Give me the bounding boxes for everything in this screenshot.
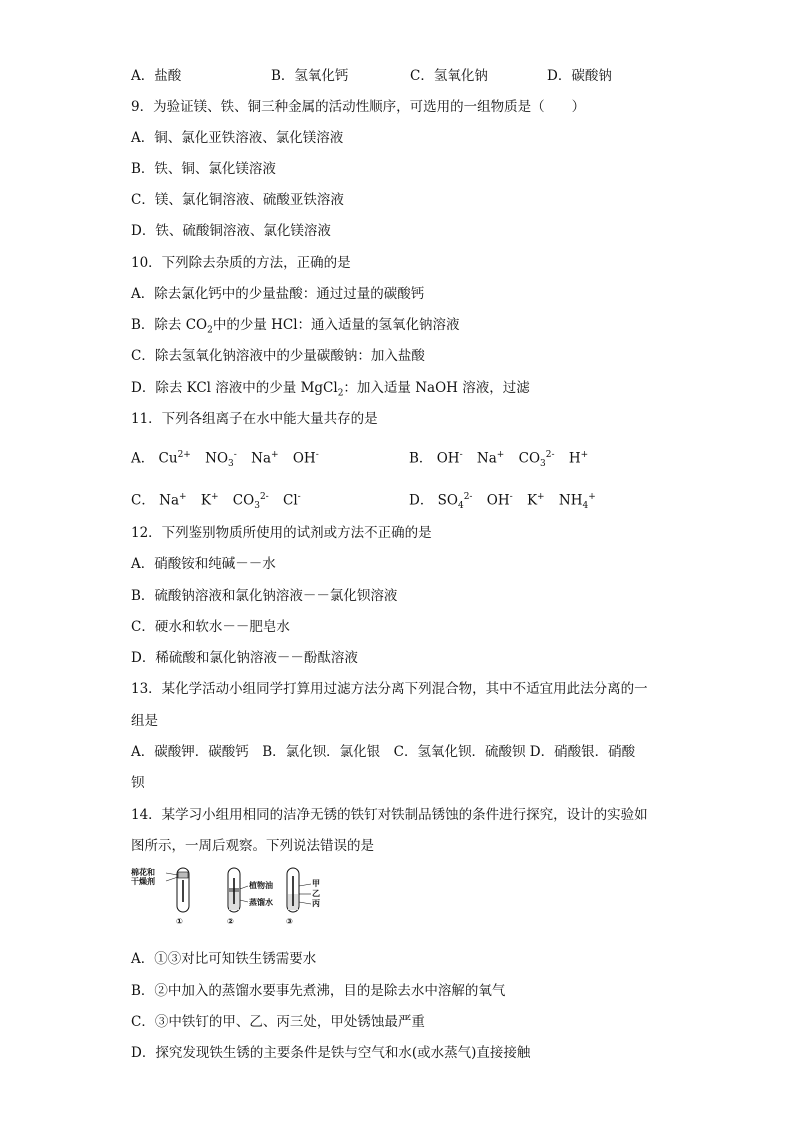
q8-option-d: D．碳酸钠 (547, 68, 612, 84)
q9-option-d: D．铁、硫酸铜溶液、氯化镁溶液 (131, 223, 331, 239)
label-cotton: 棉花和 (131, 868, 155, 877)
label-desiccant: 干燥剂 (131, 877, 155, 886)
experiment-figure (130, 864, 340, 926)
q12-option-d: D．稀硫酸和氯化钠溶液－－酚酞溶液 (131, 650, 358, 666)
q9-stem: 9．为验证镁、铁、铜三种金属的活动性顺序，可选用的一组物质是（ ） (131, 99, 586, 115)
q14-option-c: C．③中铁钉的甲、乙、丙三处，甲处锈蚀最严重 (131, 1014, 425, 1030)
q10-stem: 10．下列除去杂质的方法，正确的是 (131, 255, 351, 271)
tube-3-number: ③ (286, 917, 293, 926)
label-jia: 甲 (312, 879, 320, 888)
q14-option-a: A．①③对比可知铁生锈需要水 (131, 951, 317, 967)
q10-option-a: A．除去氯化钙中的少量盐酸：通过过量的碳酸钙 (131, 286, 425, 302)
q10-option-d: D．除去 KCl 溶液中的少量 MgCl$_2$：加入适量 NaOH 溶液，过滤 (131, 380, 530, 399)
q10-option-c: C．除去氢氧化钠溶液中的少量碳酸钠：加入盐酸 (131, 348, 425, 364)
q8-option-c: C．氢氧化钠 (410, 68, 488, 84)
q11-option-b: B． OH- Na+ $CO_3^{2-}$ H+ (409, 450, 589, 470)
q8-option-a: A．盐酸 (131, 68, 182, 84)
test-tube-3 (287, 868, 311, 912)
q12-option-b: B．硫酸钠溶液和氯化钠溶液－－氯化钡溶液 (131, 588, 398, 604)
label-vegetable-oil: 植物油 (249, 881, 273, 890)
q13-options-line2: 钡 (131, 775, 145, 791)
q12-option-c: C．硬水和软水－－肥皂水 (131, 619, 290, 635)
test-tube-1 (166, 868, 189, 912)
q11-option-a: A． $Cu^{2+}$ $NO_3^-$ Na+ OH- (131, 450, 319, 470)
q14-option-b: B．②中加入的蒸馏水要事先煮沸，目的是除去水中溶解的氧气 (131, 983, 506, 999)
q13-options-line1: A．碳酸钾．碳酸钙 B．氯化钡．氯化银 C．氢氧化钡．硫酸钡 D．硝酸银．硝酸 (131, 744, 636, 760)
tube-1-number: ① (176, 917, 183, 926)
q11-stem: 11．下列各组离子在水中能大量共存的是 (131, 411, 378, 427)
q9-option-a: A．铜、氯化亚铁溶液、氯化镁溶液 (131, 130, 344, 146)
q14-stem-line1: 14．某学习小组用相同的洁净无锈的铁钉对铁制品锈蚀的条件进行探究，设计的实验如 (131, 807, 648, 823)
q12-stem: 12．下列鉴别物质所使用的试剂或方法不正确的是 (131, 525, 432, 541)
q11-option-d: D． $SO_4^{2-}$ OH- K+ $NH_4^+$ (409, 492, 596, 512)
label-distilled-water: 蒸馏水 (249, 898, 273, 907)
label-bing: 丙 (312, 899, 320, 908)
q10-option-b: B．除去 $CO_2$中的少量 HCl：通入适量的氢氧化钠溶液 (131, 317, 460, 336)
q8-option-b: B．氢氧化钙 (271, 68, 349, 84)
q13-stem-line1: 13．某化学活动小组同学打算用过滤方法分离下列混合物，其中不适宜用此法分离的一 (131, 681, 648, 697)
test-tube-2 (228, 868, 248, 912)
label-yi: 乙 (312, 889, 320, 898)
tube-2-number: ② (227, 917, 234, 926)
q12-option-a: A．硝酸铵和纯碱－－水 (131, 556, 276, 572)
q13-stem-line2: 组是 (131, 713, 158, 729)
q11-option-c: C． Na+ K+ $CO_3^{2-}$ Cl- (131, 492, 301, 512)
q14-option-d: D．探究发现铁生锈的主要条件是铁与空气和水(或水蒸气)直接接触 (131, 1045, 531, 1061)
q9-option-c: C．镁、氯化铜溶液、硫酸亚铁溶液 (131, 192, 344, 208)
q9-option-b: B．铁、铜、氯化镁溶液 (131, 161, 276, 177)
q14-stem-line2: 图所示，一周后观察。下列说法错误的是 (131, 838, 374, 854)
